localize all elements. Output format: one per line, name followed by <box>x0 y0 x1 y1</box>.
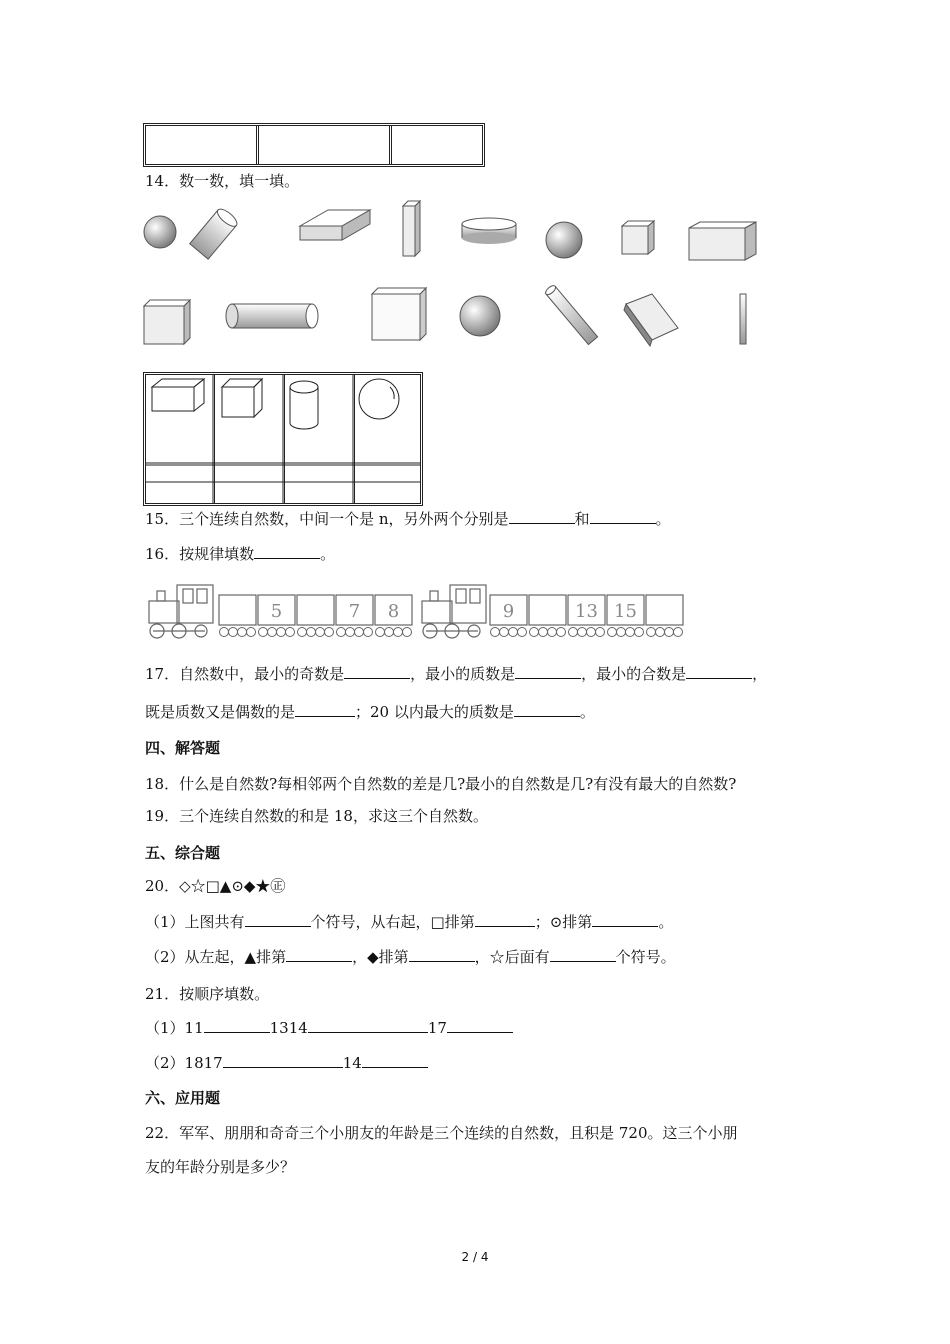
train-car <box>219 595 256 637</box>
answer-blank[interactable] <box>362 1053 428 1068</box>
answer-blank[interactable] <box>590 509 656 524</box>
question-20-part2 <box>145 947 676 967</box>
answer-blank[interactable] <box>550 947 616 962</box>
question-18: 18．什么是自然数?每相邻两个自然数的差是几?最小的自然数是几?有没有最大的自然数? <box>145 775 737 793</box>
train-car-number: 5 <box>270 601 283 622</box>
locomotive-icon <box>422 585 486 638</box>
answer-blank[interactable] <box>308 1018 428 1033</box>
question-21-part2 <box>145 1053 428 1073</box>
question-22-line1: 22．军军、朋朋和奇奇三个小朋友的年龄是三个连续的自然数，且积是 720。这三个小朋 <box>145 1124 738 1142</box>
section-heading-4: 四、解答题 <box>145 739 221 757</box>
cylinder-icon <box>290 381 318 429</box>
train-car-number: 8 <box>387 601 400 622</box>
question-20-title: 20．◇☆□▲⊙◆★㊣ <box>145 877 286 895</box>
q20-s1d: 。 <box>658 913 674 931</box>
q17-l2c: 。 <box>579 703 595 721</box>
question-21-title: 21．按顺序填数。 <box>145 985 270 1003</box>
tilted-cuboid-shape <box>624 294 678 346</box>
answer-blank[interactable] <box>514 702 580 717</box>
sphere-shape <box>460 296 500 336</box>
q20-s2d: 个符号。 <box>615 948 676 966</box>
q20-s1a: （1）上图共有 <box>145 913 245 931</box>
number-train-figure <box>145 575 690 645</box>
train-car <box>297 595 334 637</box>
sphere-icon <box>359 379 399 419</box>
cuboid-shape <box>689 222 756 260</box>
q20-s2b: ，◆排第 <box>352 948 409 966</box>
q20-s1c: ；⊙排第 <box>534 913 593 931</box>
shape-table-grid <box>146 375 420 503</box>
answer-blank[interactable] <box>223 1053 343 1068</box>
question-14: 14．数一数，填一填。 <box>145 172 300 190</box>
q15-text: 15．三个连续自然数，中间一个是 n，另外两个分别是 <box>145 510 509 528</box>
question-21-part1 <box>145 1018 513 1038</box>
cuboid-icon <box>152 379 204 411</box>
sphere-shape <box>144 216 176 248</box>
answer-blank[interactable] <box>254 544 320 559</box>
answer-blank[interactable] <box>204 1018 270 1033</box>
train-car <box>568 595 605 637</box>
section-heading-5: 五、综合题 <box>145 844 221 862</box>
sphere-shape <box>546 222 582 258</box>
train-car <box>529 595 566 637</box>
cuboid-shape <box>300 210 370 240</box>
q17-p1: 17．自然数中，最小的奇数是 <box>145 665 345 683</box>
q20-s1b: 个符号，从右起，□排第 <box>310 913 475 931</box>
tall-cuboid-shape <box>403 201 420 256</box>
train-car <box>646 595 683 637</box>
answer-blank[interactable] <box>409 947 475 962</box>
q21-s1b: 1314 <box>269 1019 308 1037</box>
q17-l2a: 既是质数又是偶数的是 <box>145 703 296 721</box>
question-22-line2: 友的年龄分别是多少？ <box>145 1158 296 1176</box>
q17-p4: ， <box>752 665 768 683</box>
cube-shape <box>622 221 654 254</box>
q17-p2: ，最小的质数是 <box>410 665 516 683</box>
q15-and: 和 <box>574 510 590 528</box>
train-car <box>375 595 412 637</box>
q17-l2b: ；20 以内最大的质数是 <box>355 703 514 721</box>
answer-blank[interactable] <box>245 912 311 927</box>
q21-s2b: 14 <box>342 1054 362 1072</box>
answer-blank[interactable] <box>515 664 581 679</box>
cylinder-shape <box>544 284 598 345</box>
cylinder-shape <box>190 206 240 259</box>
page-number: 2 / 4 <box>461 1250 489 1264</box>
train-car-number: 7 <box>348 601 361 622</box>
q20-s2c: ，☆后面有 <box>474 948 550 966</box>
answer-blank[interactable] <box>475 912 535 927</box>
table-cell <box>259 126 392 164</box>
locomotive-icon <box>149 585 213 638</box>
answer-blank[interactable] <box>509 509 575 524</box>
question-17-line1 <box>145 664 767 684</box>
train-car-number: 13 <box>575 601 598 622</box>
train-car-number: 9 <box>502 601 515 622</box>
question-20-part1 <box>145 912 673 932</box>
answer-blank[interactable] <box>592 912 658 927</box>
disc-cylinder-shape <box>462 218 516 244</box>
question-17-line2 <box>145 702 595 722</box>
train-car <box>490 595 527 637</box>
q15-end: 。 <box>655 510 671 528</box>
q21-s1c: 17 <box>427 1019 447 1037</box>
q16-text: 16．按规律填数 <box>145 545 255 563</box>
answer-blank[interactable] <box>286 947 352 962</box>
question-15 <box>145 509 671 529</box>
answer-table <box>143 123 485 167</box>
q17-p3: ，最小的合数是 <box>581 665 687 683</box>
answer-blank[interactable] <box>295 702 355 717</box>
q21-s1a: （1）11 <box>145 1019 204 1037</box>
cube-icon <box>222 379 262 417</box>
cylinder-shape <box>226 304 318 328</box>
thin-cylinder-shape <box>740 294 746 344</box>
train-car-number: 15 <box>614 601 637 622</box>
train-car <box>336 595 373 637</box>
answer-blank[interactable] <box>344 664 410 679</box>
q20-s2a: （2）从左起，▲排第 <box>145 948 287 966</box>
table-cell <box>392 126 482 164</box>
table-cell <box>146 126 259 164</box>
q21-s2a: （2）1817 <box>145 1054 223 1072</box>
section-heading-6: 六、应用题 <box>145 1089 221 1107</box>
train-car <box>258 595 295 637</box>
train-car <box>607 595 644 637</box>
q16-end: 。 <box>320 545 336 563</box>
cube-shape <box>144 300 190 344</box>
shape-count-table <box>143 372 423 506</box>
question-16 <box>145 544 335 564</box>
question-19: 19．三个连续自然数的和是 18，求这三个自然数。 <box>145 807 488 825</box>
cube-shape <box>372 288 426 340</box>
answer-blank[interactable] <box>447 1018 513 1033</box>
answer-blank[interactable] <box>686 664 752 679</box>
solid-shapes-figure <box>138 196 778 356</box>
